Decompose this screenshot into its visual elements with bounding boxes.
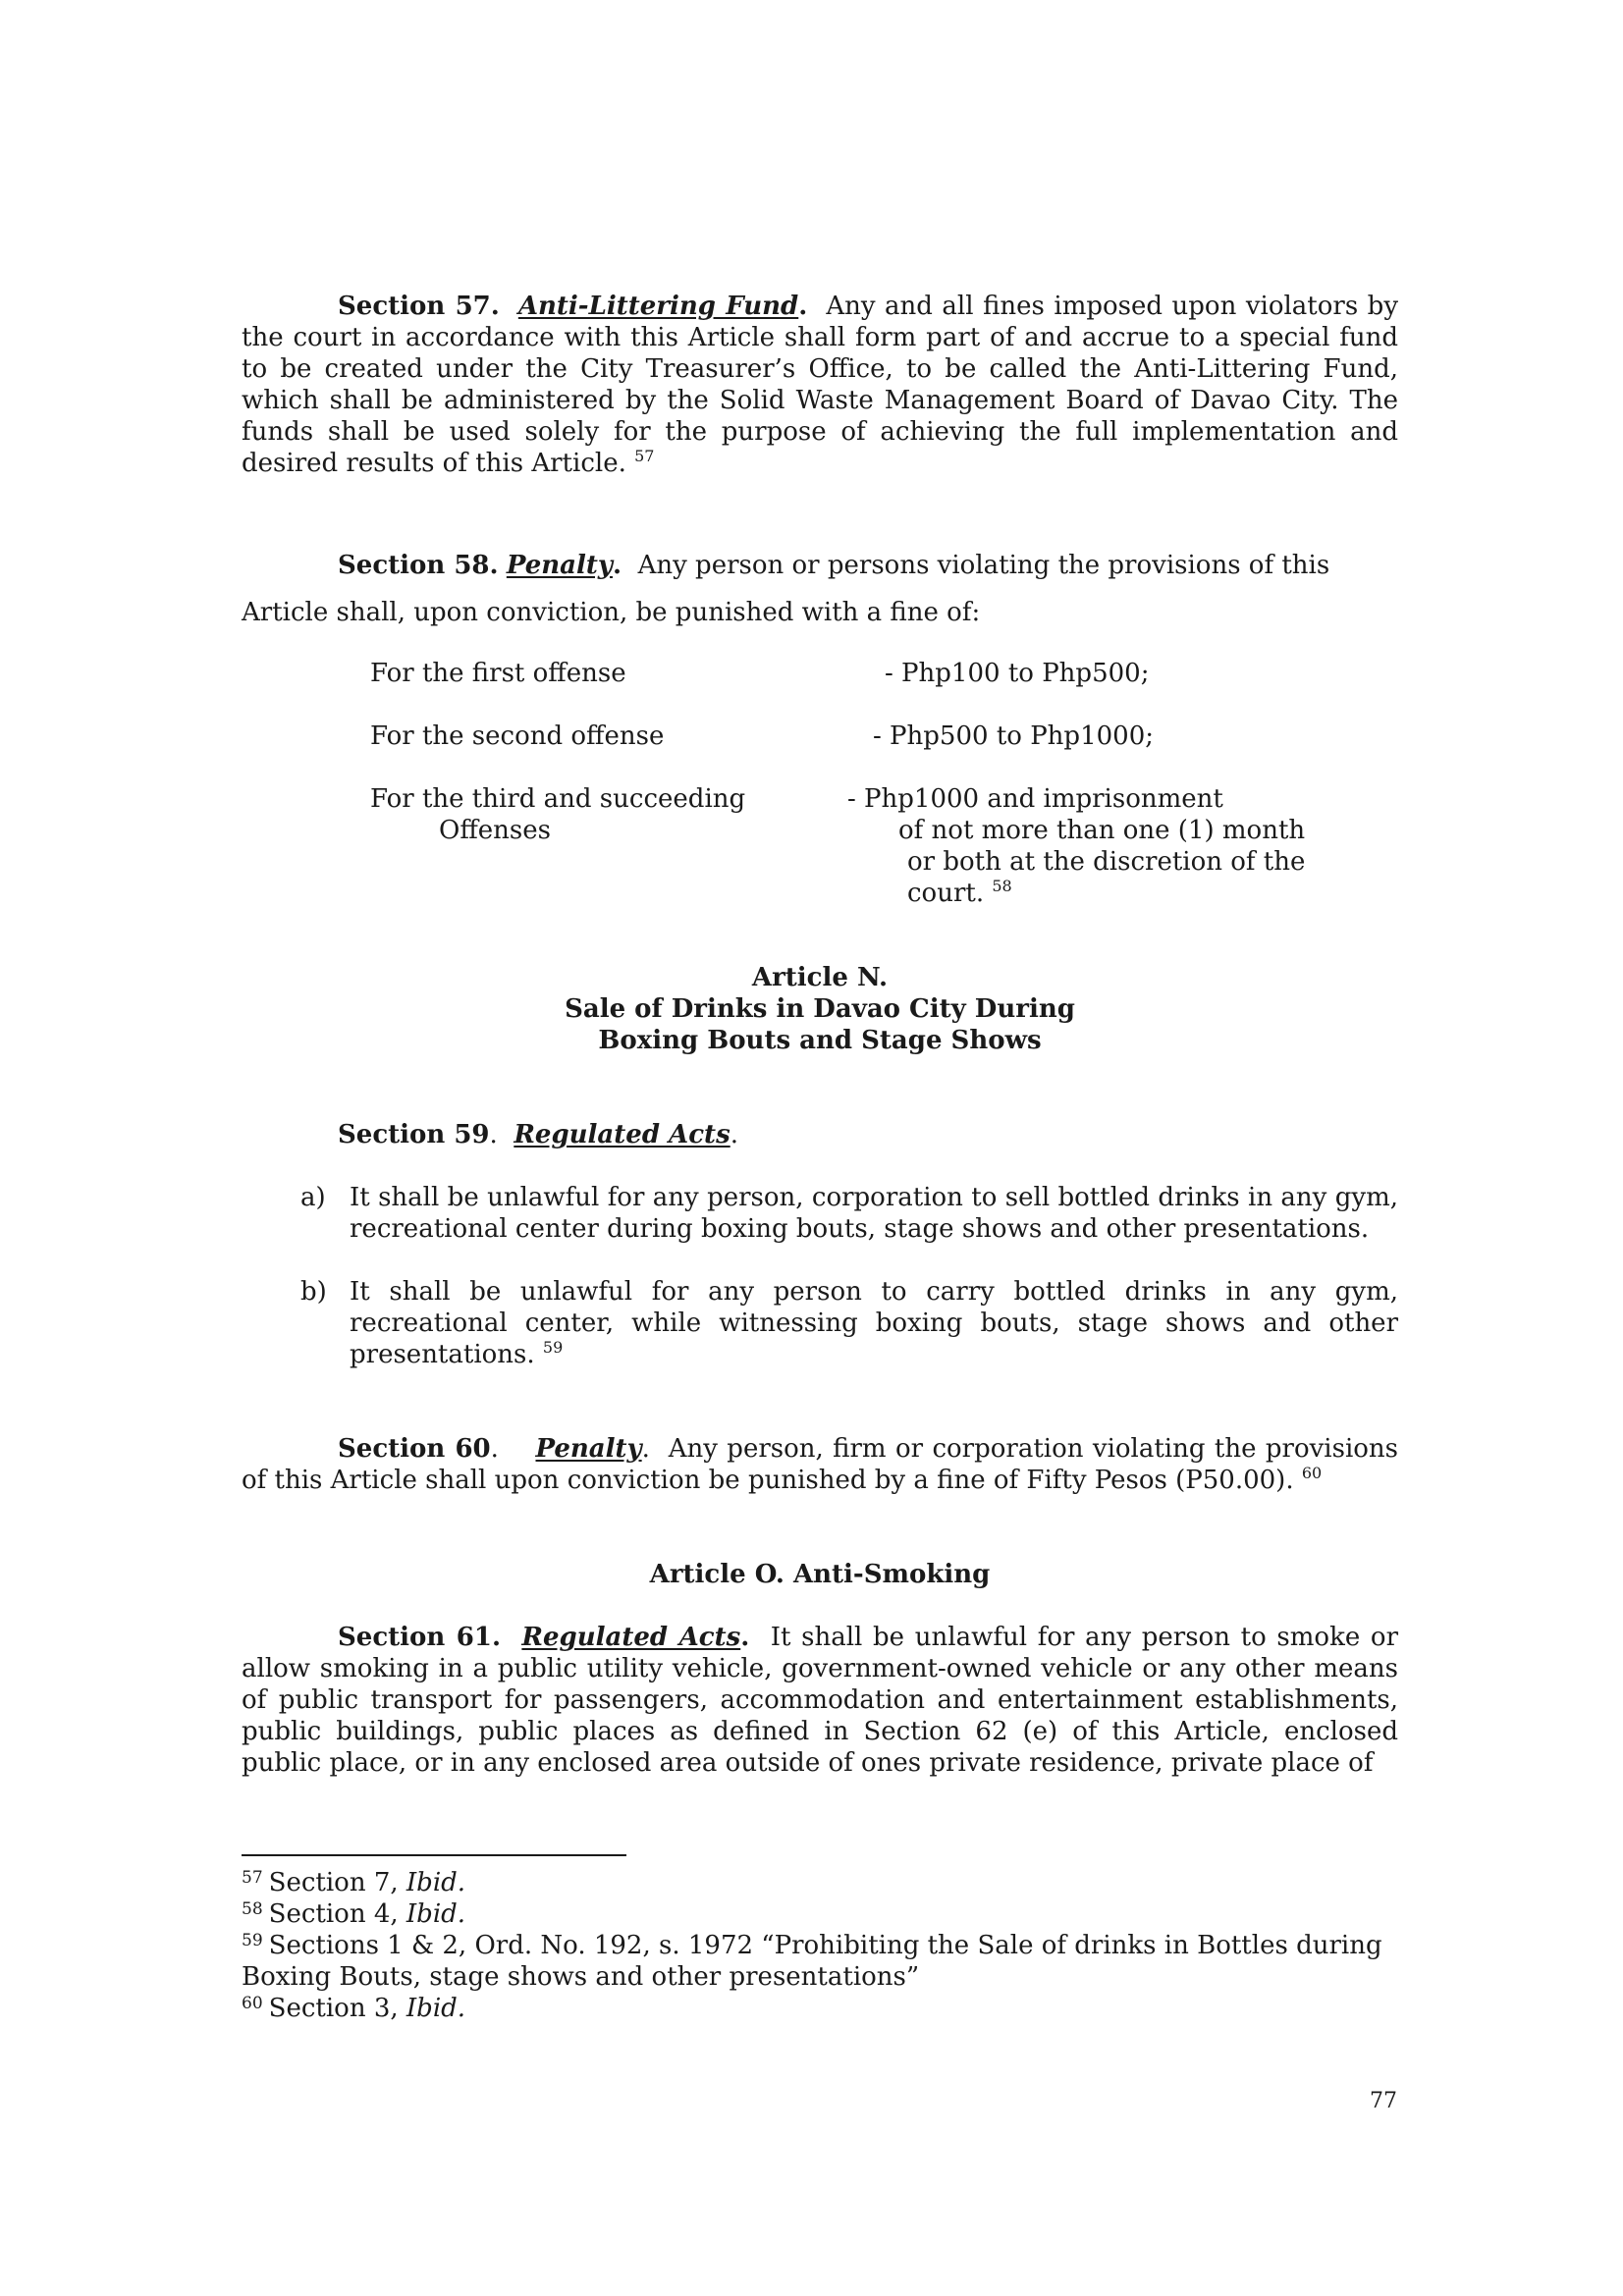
section-61-title: Regulated Acts bbox=[521, 1623, 741, 1652]
section-59-item-b bbox=[242, 1276, 1398, 1370]
section-59-dot: . bbox=[489, 1120, 498, 1149]
section-61-heading: Section 61. bbox=[338, 1623, 501, 1652]
penalty-row-third-cont3 bbox=[242, 878, 1398, 909]
section-60-heading: Section 60 bbox=[338, 1434, 491, 1464]
penalty-row-third-cont1 bbox=[242, 815, 1398, 846]
article-n-heading bbox=[242, 962, 1398, 1056]
footnote-text: Section 4, bbox=[268, 1899, 406, 1929]
section-59-heading: Section 59 bbox=[338, 1120, 490, 1149]
footnote-57 bbox=[242, 1867, 1398, 1898]
section-60-title: Penalty bbox=[535, 1434, 642, 1464]
penalty-offense: For the second offense bbox=[370, 721, 665, 751]
footnote-ref-57: 57 bbox=[634, 447, 655, 465]
section-58-body: Any person or persons violating the provisions of this Article shall, upon conviction, be punished with a fine of: bbox=[242, 551, 1330, 627]
penalty-fine-cont: of not more than one (1) month bbox=[898, 816, 1306, 845]
penalty-offense-cont: Offenses bbox=[439, 816, 551, 845]
penalty-fine: - Php500 to Php1000; bbox=[873, 721, 1154, 751]
footnote-text: Sections 1 & 2, Ord. No. 192, s. 1972 “Prohibiting the Sale of drinks in Bottles during Boxing Bouts, stage shows and other presentations” bbox=[242, 1931, 1382, 1992]
section-57-body: Any and all fines imposed upon violators by the court in accordance with this Article shall form part of and accrue to a special fund to be created under the City Treasurer’s Office, to be called the Anti-Littering Fund, which shall be administered by the Solid Waste Management Board of Davao City. The funds shall be used solely for the purpose of achieving the full implementation and desired results of this Article. bbox=[242, 292, 1399, 478]
penalty-row-third-cont2 bbox=[242, 846, 1398, 878]
footnote-number: 58 bbox=[242, 1899, 263, 1919]
article-n-line1: Article N. bbox=[751, 963, 889, 992]
footnote-59 bbox=[242, 1930, 1398, 1993]
footnote-58 bbox=[242, 1898, 1398, 1930]
penalty-fine-court: court. bbox=[907, 879, 985, 908]
footnote-number: 57 bbox=[242, 1868, 263, 1888]
penalty-row-first bbox=[242, 658, 1398, 689]
section-57-title: Anti-Littering Fund bbox=[517, 292, 799, 321]
section-60-title-dot: . bbox=[641, 1434, 650, 1464]
page-number: 77 bbox=[1370, 2089, 1397, 2113]
article-o-heading: Article O. Anti-Smoking bbox=[649, 1560, 991, 1589]
penalty-offense: For the first offense bbox=[370, 659, 626, 688]
penalty-row-third bbox=[242, 783, 1398, 815]
section-58 bbox=[242, 542, 1398, 636]
section-60-dot: . bbox=[490, 1434, 499, 1464]
section-61-body: It shall be unlawful for any person to smoke or allow smoking in a public utility vehicle, government-owned vehicle or any other means of public transport for passengers, accommodation and entertainment establishments, public buildings, public places as defined in Section 62 (e) of this Article, enclosed public place, or in any enclosed area outside of ones private residence, private place of bbox=[242, 1623, 1399, 1778]
footnote-italic: Ibid. bbox=[406, 1868, 466, 1897]
item-text: It shall be unlawful for any person to carry bottled drinks in any gym, recreational center, while witnessing boxing bouts, stage shows and other presentations. bbox=[350, 1277, 1398, 1369]
footnote-italic: Ibid. bbox=[406, 1994, 466, 2023]
article-n-line3: Boxing Bouts and Stage Shows bbox=[598, 1026, 1042, 1055]
item-marker: a) bbox=[300, 1183, 326, 1212]
footnote-text: Section 7, bbox=[268, 1868, 406, 1897]
penalty-fine-cont: or both at the discretion of the bbox=[907, 847, 1306, 877]
section-59-item-a bbox=[242, 1182, 1398, 1245]
footnote-number: 60 bbox=[242, 1994, 263, 2013]
footnote-ref-60: 60 bbox=[1301, 1464, 1323, 1482]
section-57-heading: Section 57. bbox=[338, 292, 500, 321]
penalty-offense: For the third and succeeding bbox=[370, 784, 746, 814]
penalty-schedule bbox=[242, 658, 1398, 909]
footnote-60 bbox=[242, 1993, 1398, 2024]
section-58-title: Penalty bbox=[506, 551, 613, 580]
section-58-heading: Section 58. bbox=[338, 551, 499, 580]
section-61 bbox=[242, 1622, 1398, 1779]
penalty-fine: - Php1000 and imprisonment bbox=[847, 784, 1223, 814]
section-60 bbox=[242, 1433, 1398, 1496]
section-57 bbox=[242, 291, 1398, 479]
penalty-row-second bbox=[242, 721, 1398, 752]
penalty-fine: - Php100 to Php500; bbox=[885, 659, 1150, 688]
footnote-italic: Ibid. bbox=[406, 1899, 466, 1929]
section-57-title-dot: . bbox=[798, 292, 808, 321]
footnote-separator bbox=[242, 1854, 626, 1856]
section-58-title-dot: . bbox=[612, 551, 622, 580]
footnotes bbox=[242, 1867, 1398, 2024]
section-61-title-dot: . bbox=[740, 1623, 750, 1652]
footnote-number: 59 bbox=[242, 1931, 263, 1950]
item-text: It shall be unlawful for any person, corporation to sell bottled drinks in any gym, recreational center during boxing bouts, stage shows and other presentations. bbox=[350, 1183, 1398, 1244]
section-59-title: Regulated Acts bbox=[514, 1120, 730, 1149]
page-body bbox=[242, 291, 1398, 1779]
penalty-fine-cont bbox=[907, 878, 1012, 909]
section-59 bbox=[242, 1119, 1398, 1150]
footnote-ref-58: 58 bbox=[992, 877, 1012, 895]
footnote-ref-59: 59 bbox=[542, 1338, 564, 1357]
article-n-line2: Sale of Drinks in Davao City During bbox=[565, 994, 1075, 1024]
section-60-body: Any person, firm or corporation violating the provisions of this Article shall upon conviction be punished by a fine of Fifty Pesos (P50.00). bbox=[242, 1434, 1399, 1495]
section-59-title-dot: . bbox=[730, 1120, 738, 1149]
footnote-text: Section 3, bbox=[268, 1994, 406, 2023]
item-marker: b) bbox=[300, 1277, 327, 1307]
